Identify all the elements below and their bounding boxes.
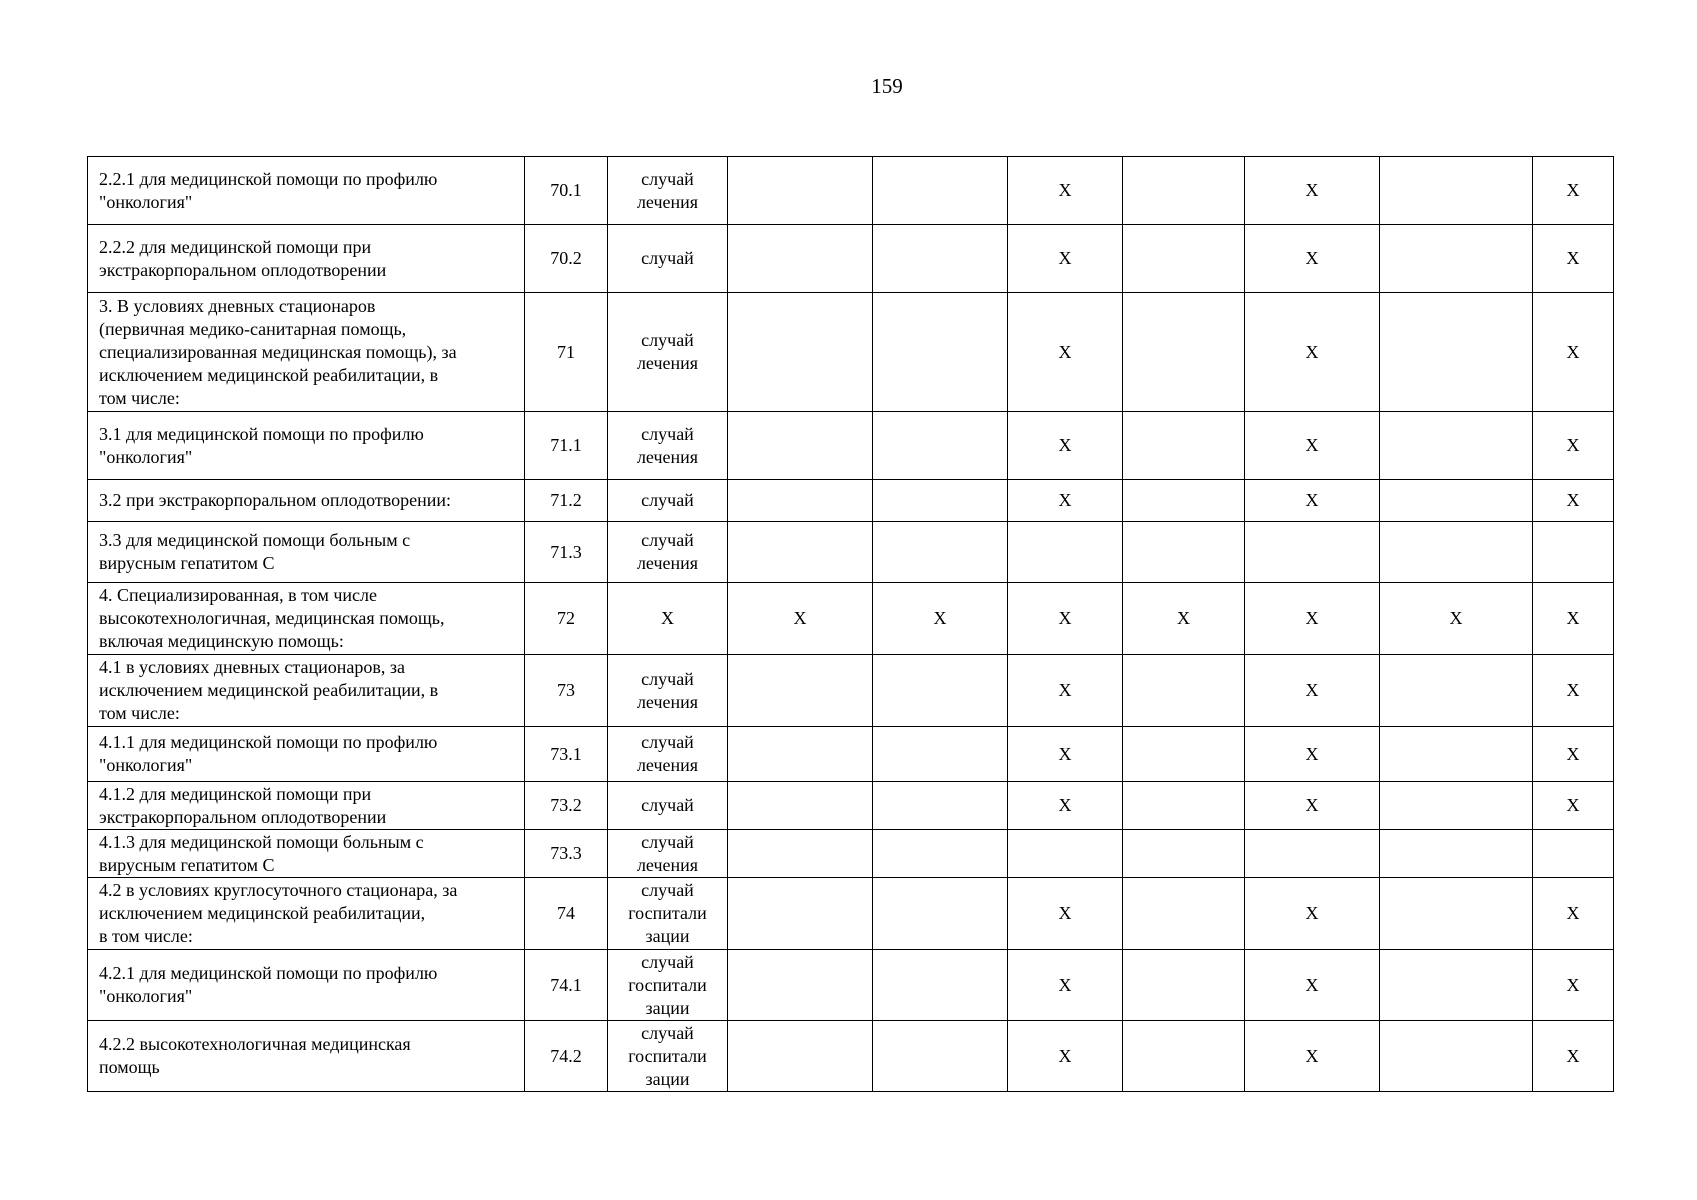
- table-row: [88, 583, 1614, 655]
- value-cell: [728, 727, 873, 782]
- row-description: 4.1.1 для медицинской помощи по профилю "онкология": [88, 727, 525, 782]
- value-cell: [1380, 950, 1533, 1021]
- row-code: 74.2: [525, 1021, 608, 1092]
- row-unit: случай: [608, 782, 728, 830]
- value-cell: [1123, 727, 1245, 782]
- value-cell: [1245, 522, 1380, 583]
- row-description: 4.2.2 высокотехнологичная медицинская помощь: [88, 1021, 525, 1092]
- row-code: 70.2: [525, 225, 608, 293]
- row-code: 71.1: [525, 412, 608, 480]
- value-cell: X: [728, 583, 873, 655]
- value-cell: X: [1533, 225, 1614, 293]
- value-cell: [1380, 782, 1533, 830]
- value-cell: [1123, 655, 1245, 727]
- row-code: 74: [525, 878, 608, 950]
- value-cell: [728, 412, 873, 480]
- value-cell: [728, 522, 873, 583]
- value-cell: [873, 655, 1008, 727]
- table-row: [88, 480, 1614, 522]
- row-code: 72: [525, 583, 608, 655]
- row-description: 4.2 в условиях круглосуточного стационара, за исключением медицинской реабилитации, в том числе:: [88, 878, 525, 950]
- value-cell: [1380, 830, 1533, 878]
- value-cell: X: [1008, 225, 1123, 293]
- table-row: [88, 1021, 1614, 1092]
- value-cell: [1123, 830, 1245, 878]
- table-row: [88, 830, 1614, 878]
- row-unit: случай лечения: [608, 157, 728, 225]
- row-unit: случай: [608, 225, 728, 293]
- value-cell: [1123, 950, 1245, 1021]
- value-cell: [1123, 878, 1245, 950]
- value-cell: X: [1008, 480, 1123, 522]
- value-cell: [1380, 727, 1533, 782]
- value-cell: [1380, 522, 1533, 583]
- value-cell: X: [1533, 727, 1614, 782]
- value-cell: [728, 225, 873, 293]
- value-cell: X: [1533, 878, 1614, 950]
- row-unit: случай лечения: [608, 727, 728, 782]
- value-cell: X: [1008, 583, 1123, 655]
- value-cell: X: [1008, 878, 1123, 950]
- value-cell: [1533, 522, 1614, 583]
- table-row: [88, 727, 1614, 782]
- value-cell: [728, 157, 873, 225]
- value-cell: [1123, 480, 1245, 522]
- value-cell: [728, 782, 873, 830]
- table-row: [88, 522, 1614, 583]
- table-row: [88, 157, 1614, 225]
- value-cell: X: [1245, 950, 1380, 1021]
- value-cell: [1380, 412, 1533, 480]
- value-cell: X: [1123, 583, 1245, 655]
- table-row: [88, 225, 1614, 293]
- value-cell: X: [1008, 727, 1123, 782]
- value-cell: [873, 782, 1008, 830]
- value-cell: X: [873, 583, 1008, 655]
- table-row: [88, 412, 1614, 480]
- value-cell: X: [1008, 1021, 1123, 1092]
- value-cell: [873, 727, 1008, 782]
- value-cell: X: [1533, 950, 1614, 1021]
- row-code: 70.1: [525, 157, 608, 225]
- row-code: 73.3: [525, 830, 608, 878]
- row-description: 4.1.2 для медицинской помощи при экстракорпоральном оплодотворении: [88, 782, 525, 830]
- value-cell: [1533, 830, 1614, 878]
- value-cell: X: [1245, 480, 1380, 522]
- value-cell: X: [1008, 655, 1123, 727]
- value-cell: X: [1380, 583, 1533, 655]
- row-description: 4. Специализированная, в том числе высокотехнологичная, медицинская помощь, включая медицинскую помощь:: [88, 583, 525, 655]
- value-cell: [1123, 225, 1245, 293]
- row-code: 71: [525, 293, 608, 412]
- row-description: 3.3 для медицинской помощи больным с вирусным гепатитом С: [88, 522, 525, 583]
- value-cell: [1245, 830, 1380, 878]
- value-cell: X: [1245, 225, 1380, 293]
- value-cell: [1123, 293, 1245, 412]
- page-number: 159: [871, 74, 903, 98]
- value-cell: [1380, 480, 1533, 522]
- value-cell: [1123, 157, 1245, 225]
- row-code: 74.1: [525, 950, 608, 1021]
- value-cell: [1123, 522, 1245, 583]
- funding-table: [87, 156, 1614, 1092]
- value-cell: [1123, 1021, 1245, 1092]
- value-cell: [728, 293, 873, 412]
- row-unit: X: [608, 583, 728, 655]
- row-code: 73.1: [525, 727, 608, 782]
- value-cell: X: [1245, 157, 1380, 225]
- row-unit: случай лечения: [608, 522, 728, 583]
- value-cell: [873, 878, 1008, 950]
- row-description: 4.1.3 для медицинской помощи больным с вирусным гепатитом С: [88, 830, 525, 878]
- row-code: 71.2: [525, 480, 608, 522]
- value-cell: [873, 157, 1008, 225]
- value-cell: [728, 480, 873, 522]
- value-cell: X: [1008, 293, 1123, 412]
- value-cell: [1380, 293, 1533, 412]
- value-cell: [873, 480, 1008, 522]
- row-unit: случай госпитали зации: [608, 1021, 728, 1092]
- row-unit: случай лечения: [608, 830, 728, 878]
- row-unit: случай: [608, 480, 728, 522]
- row-description: 4.1 в условиях дневных стационаров, за исключением медицинской реабилитации, в том числе:: [88, 655, 525, 727]
- value-cell: [728, 878, 873, 950]
- value-cell: [1380, 878, 1533, 950]
- value-cell: X: [1245, 782, 1380, 830]
- value-cell: X: [1008, 782, 1123, 830]
- value-cell: [1123, 782, 1245, 830]
- value-cell: [728, 1021, 873, 1092]
- value-cell: X: [1533, 1021, 1614, 1092]
- row-description: 2.2.1 для медицинской помощи по профилю "онкология": [88, 157, 525, 225]
- value-cell: X: [1245, 878, 1380, 950]
- row-description: 4.2.1 для медицинской помощи по профилю "онкология": [88, 950, 525, 1021]
- value-cell: X: [1533, 480, 1614, 522]
- row-unit: случай лечения: [608, 655, 728, 727]
- table-row: [88, 950, 1614, 1021]
- value-cell: [1380, 1021, 1533, 1092]
- value-cell: X: [1533, 583, 1614, 655]
- value-cell: [1380, 225, 1533, 293]
- value-cell: [1008, 830, 1123, 878]
- value-cell: [873, 1021, 1008, 1092]
- value-cell: [728, 950, 873, 1021]
- value-cell: X: [1245, 412, 1380, 480]
- value-cell: [728, 830, 873, 878]
- row-code: 73.2: [525, 782, 608, 830]
- value-cell: [728, 655, 873, 727]
- value-cell: X: [1008, 412, 1123, 480]
- value-cell: [1123, 412, 1245, 480]
- value-cell: [1380, 157, 1533, 225]
- value-cell: X: [1533, 293, 1614, 412]
- table-row: [88, 878, 1614, 950]
- value-cell: X: [1245, 727, 1380, 782]
- value-cell: X: [1008, 157, 1123, 225]
- row-unit: случай лечения: [608, 412, 728, 480]
- value-cell: [873, 522, 1008, 583]
- table-row: [88, 293, 1614, 412]
- value-cell: X: [1533, 782, 1614, 830]
- value-cell: X: [1533, 412, 1614, 480]
- value-cell: X: [1245, 655, 1380, 727]
- value-cell: [873, 225, 1008, 293]
- value-cell: X: [1008, 950, 1123, 1021]
- row-unit: случай лечения: [608, 293, 728, 412]
- row-description: 3. В условиях дневных стационаров (первичная медико-санитарная помощь, специализированная медицинская помощь), за исключением медицинской реабилитации, в том числе:: [88, 293, 525, 412]
- value-cell: X: [1533, 655, 1614, 727]
- row-code: 73: [525, 655, 608, 727]
- value-cell: [1380, 655, 1533, 727]
- row-description: 3.2 при экстракорпоральном оплодотворении:: [88, 480, 525, 522]
- value-cell: [1008, 522, 1123, 583]
- row-unit: случай госпитали зации: [608, 950, 728, 1021]
- row-description: 3.1 для медицинской помощи по профилю "онкология": [88, 412, 525, 480]
- row-code: 71.3: [525, 522, 608, 583]
- row-unit: случай госпитали зации: [608, 878, 728, 950]
- value-cell: X: [1245, 583, 1380, 655]
- value-cell: [873, 412, 1008, 480]
- table-row: [88, 782, 1614, 830]
- value-cell: [873, 950, 1008, 1021]
- value-cell: [873, 293, 1008, 412]
- value-cell: X: [1245, 1021, 1380, 1092]
- row-description: 2.2.2 для медицинской помощи при экстракорпоральном оплодотворении: [88, 225, 525, 293]
- table-row: [88, 655, 1614, 727]
- value-cell: X: [1245, 293, 1380, 412]
- value-cell: X: [1533, 157, 1614, 225]
- value-cell: [873, 830, 1008, 878]
